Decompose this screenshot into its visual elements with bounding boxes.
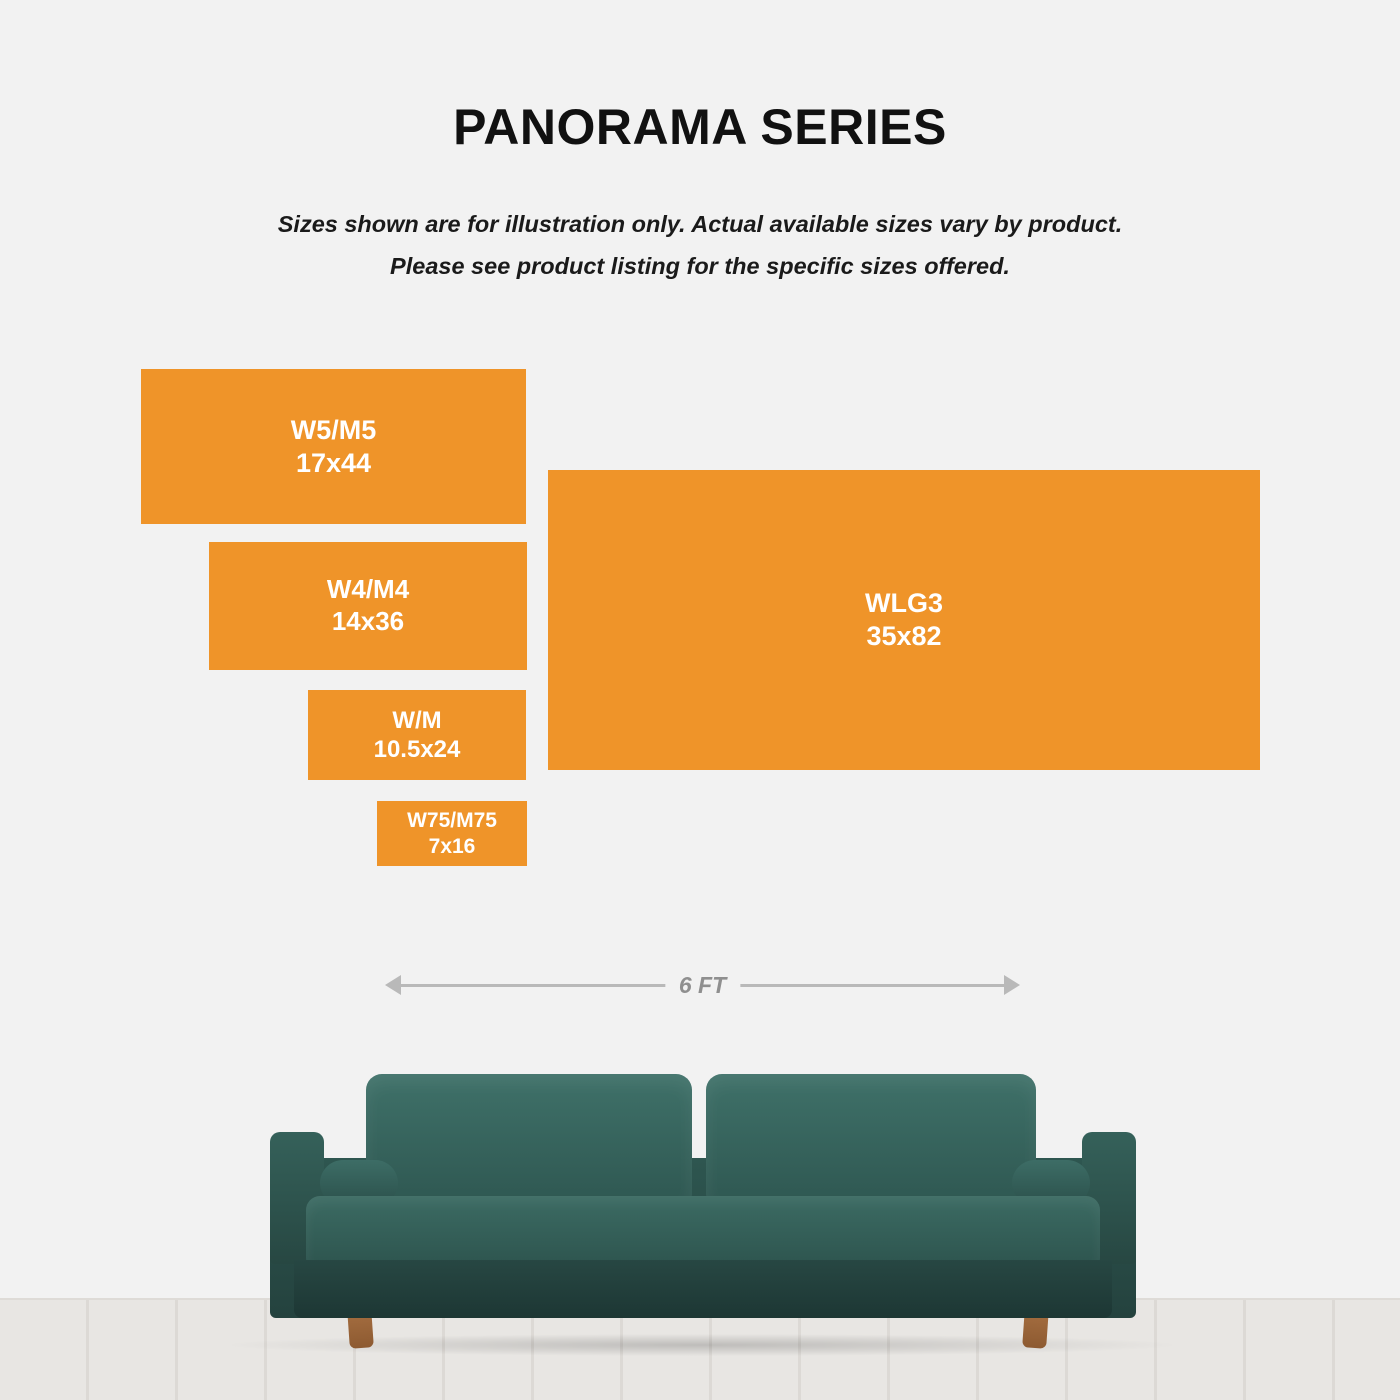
subtitle-line-2: Please see product listing for the specific sizes offered. bbox=[390, 253, 1010, 279]
arrow-left-icon bbox=[385, 975, 401, 995]
size-code: W75/M75 bbox=[407, 808, 497, 832]
measure-label: 6 FT bbox=[665, 969, 740, 1001]
size-code: W5/M5 bbox=[290, 414, 377, 445]
sofa-illustration bbox=[270, 1026, 1136, 1348]
size-dimensions: 10.5x24 bbox=[373, 736, 461, 763]
size-dimensions: 17x44 bbox=[295, 447, 372, 478]
size-swatch-wlg3[interactable] bbox=[548, 470, 1260, 770]
room-scene bbox=[0, 1010, 1400, 1400]
scale-measure bbox=[385, 963, 1020, 1007]
size-swatch-w75-m75[interactable] bbox=[377, 801, 527, 866]
size-swatch-w5-m5[interactable] bbox=[141, 369, 526, 524]
size-swatch-w-m[interactable] bbox=[308, 690, 526, 780]
sofa-back-cushion-left bbox=[366, 1074, 692, 1202]
size-dimensions: 7x16 bbox=[428, 834, 476, 858]
size-code: W/M bbox=[392, 706, 442, 734]
sofa-back-cushion-right bbox=[706, 1074, 1036, 1202]
page-title: PANORAMA SERIES bbox=[453, 99, 947, 155]
size-code: W4/M4 bbox=[326, 574, 410, 605]
size-dimensions: 14x36 bbox=[331, 606, 405, 636]
arrow-right-icon bbox=[1004, 975, 1020, 995]
sofa-seat-cushion bbox=[306, 1196, 1100, 1268]
subtitle-line-1: Sizes shown are for illustration only. Actual available sizes vary by product. bbox=[277, 211, 1123, 237]
size-dimensions: 35x82 bbox=[866, 621, 942, 651]
page-subtitle bbox=[0, 203, 1400, 287]
sofa-base bbox=[294, 1260, 1112, 1318]
size-code: WLG3 bbox=[865, 588, 943, 619]
size-swatch-w4-m4[interactable] bbox=[209, 542, 527, 670]
